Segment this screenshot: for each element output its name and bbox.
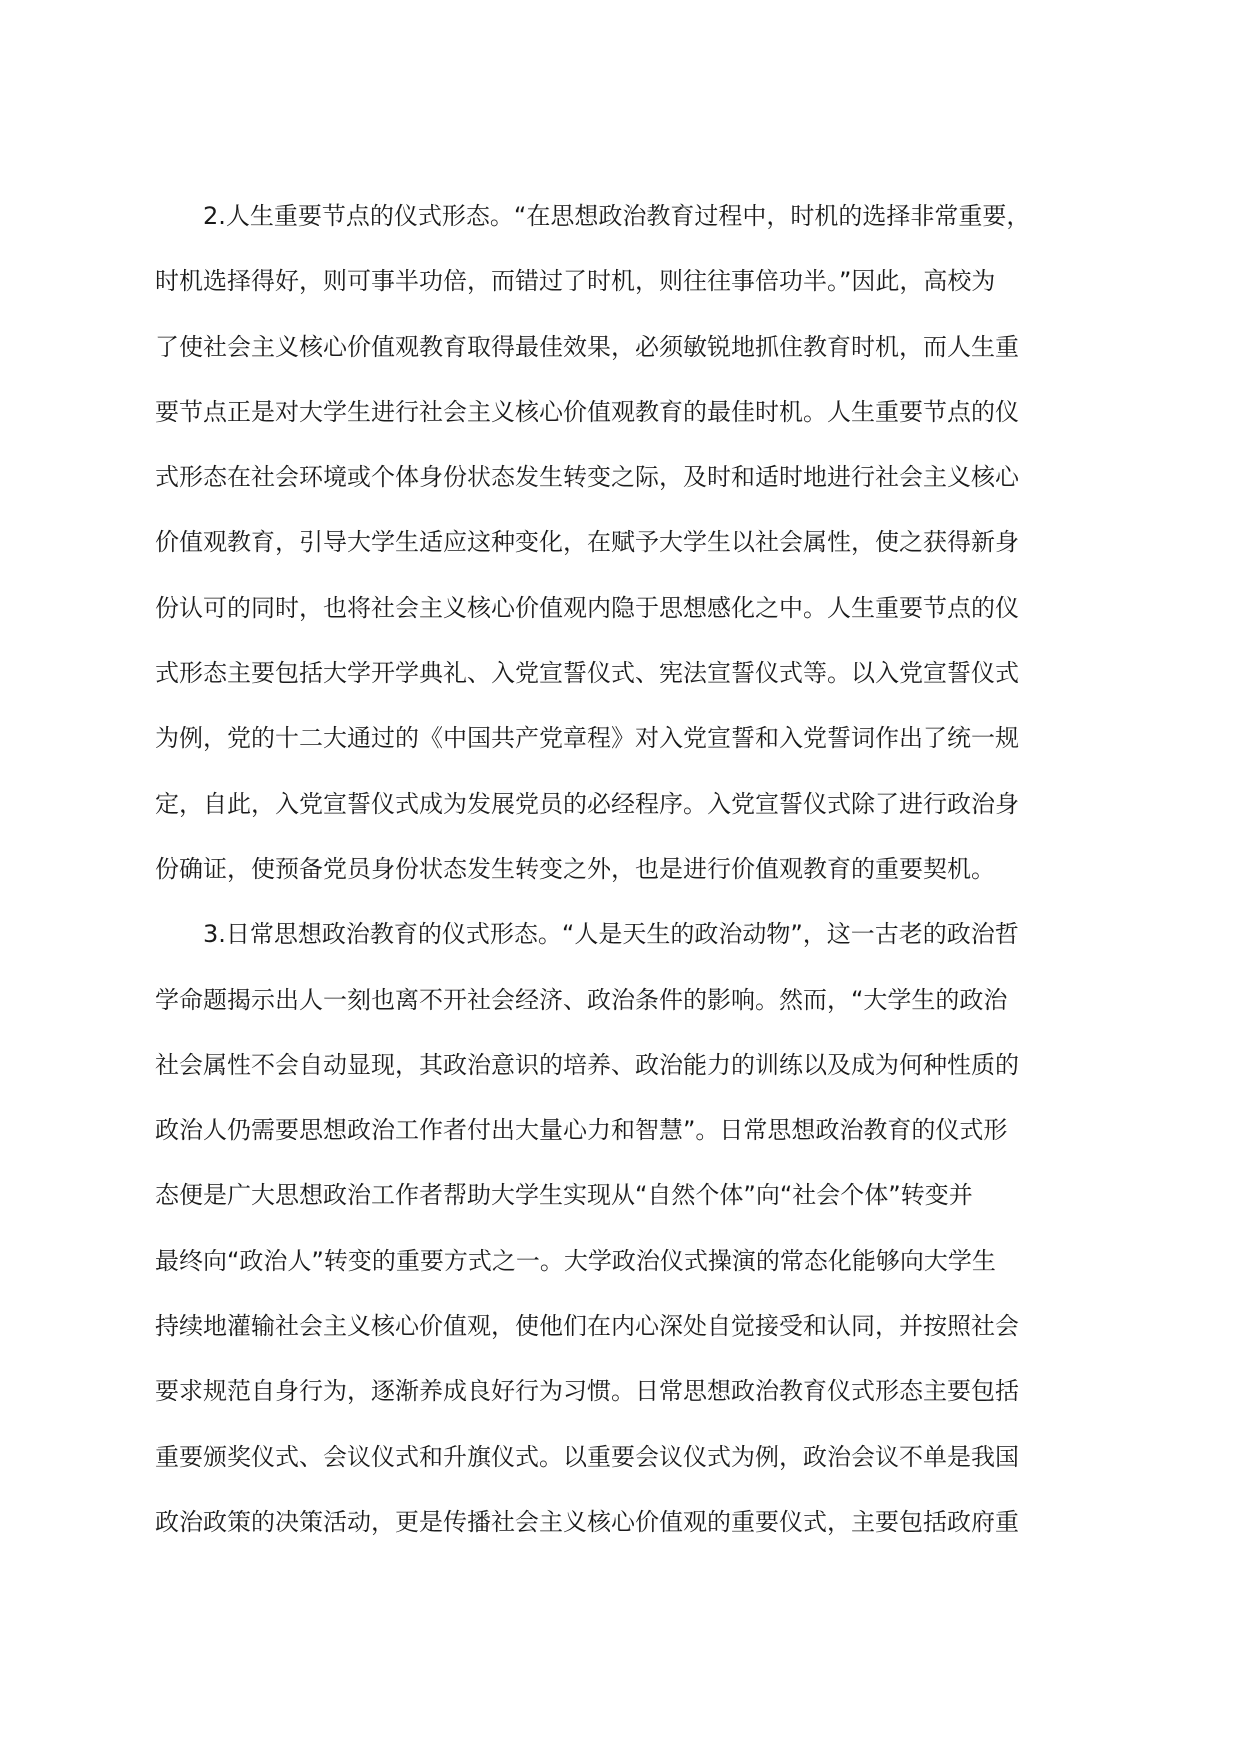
- paragraph-2-line-10: 定，自此，入党宣誓仪式成为发展党员的必经程序。入党宣誓仪式除了进行政治身: [155, 789, 1019, 818]
- paragraph-2-line-9: 为例，党的十二大通过的《中国共产党章程》对入党宣誓和入党誓词作出了统一规: [155, 724, 1019, 753]
- paragraph-2-line-8: 式形态主要包括大学开学典礼、入党宣誓仪式、宪法宣誓仪式等。以入党宣誓仪式: [155, 659, 1019, 688]
- paragraph-3-line-10: 政治政策的决策活动，更是传播社会主义核心价值观的重要仪式，主要包括政府重: [155, 1507, 1019, 1536]
- paragraph-3-line-7: 持续地灌输社会主义核心价值观，使他们在内心深处自觉接受和认同，并按照社会: [155, 1312, 1019, 1341]
- paragraph-3-line-5: 态便是广大思想政治工作者帮助大学生实现从“自然个体”向“社会个体”转变并: [155, 1181, 973, 1210]
- body-text: [155, 184, 1085, 1555]
- paragraph-3-line-3: 社会属性不会自动显现，其政治意识的培养、政治能力的训练以及成为何种性质的: [155, 1050, 1019, 1079]
- paragraph-3-line-6: 最终向“政治人”转变的重要方式之一。大学政治仪式操演的常态化能够向大学生: [155, 1246, 996, 1275]
- paragraph-2-line-4: 要节点正是对大学生进行社会主义核心价值观教育的最佳时机。人生重要节点的仪: [155, 397, 1019, 426]
- paragraph-3-line-8: 要求规范自身行为，逐渐养成良好行为习惯。日常思想政治教育仪式形态主要包括: [155, 1377, 1019, 1406]
- paragraph-3-line-9: 重要颁奖仪式、会议仪式和升旗仪式。以重要会议仪式为例，政治会议不单是我国: [155, 1442, 1019, 1471]
- paragraph-2-line-11: 份确证，使预备党员身份状态发生转变之外，也是进行价值观教育的重要契机。: [155, 854, 995, 883]
- paragraph-2-line-1: 2.人生重要节点的仪式形态。“在思想政治教育过程中，时机的选择非常重要，: [203, 202, 1031, 230]
- paragraph-2-line-5: 式形态在社会环境或个体身份状态发生转变之际，及时和适时地进行社会主义核心: [155, 463, 1019, 492]
- paragraph-3-line-4: 政治人仍需要思想政治工作者付出大量心力和智慧”。日常思想政治教育的仪式形: [155, 1116, 1008, 1145]
- paragraph-3-line-2: 学命题揭示出人一刻也离不开社会经济、政治条件的影响。然而，“大学生的政治: [155, 985, 1008, 1014]
- paragraph-2-line-7: 份认可的同时，也将社会主义核心价值观内隐于思想感化之中。人生重要节点的仪: [155, 593, 1019, 622]
- paragraph-3-line-1: 3.日常思想政治教育的仪式形态。“人是天生的政治动物”，这一古老的政治哲: [203, 920, 1019, 949]
- paragraph-2-line-6: 价值观教育，引导大学生适应这种变化，在赋予大学生以社会属性，使之获得新身: [155, 528, 1019, 557]
- paragraph-2-line-3: 了使社会主义核心价值观教育取得最佳效果，必须敏锐地抓住教育时机，而人生重: [155, 332, 1019, 361]
- paragraph-2-line-2: 时机选择得好，则可事半功倍，而错过了时机，则往往事倍功半。”因此，高校为: [155, 267, 996, 296]
